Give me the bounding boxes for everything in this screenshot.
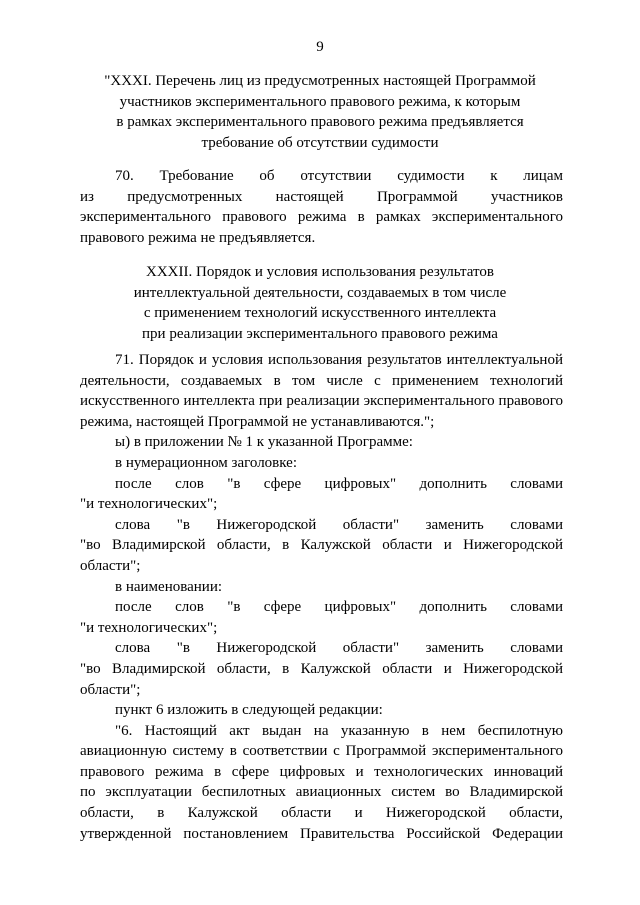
text-line: области, в Калужской области и Нижегородской области,: [80, 805, 563, 822]
text-line: пункт 6 изложить в следующей редакции:: [115, 702, 383, 719]
text-line: в наименовании:: [115, 578, 223, 595]
text-line: области";: [80, 681, 141, 698]
section-heading-xxxi: [74, 71, 566, 153]
main-body-text: [80, 350, 563, 844]
text-line: правового режима в сфере цифровых и технологических инноваций: [80, 763, 563, 780]
heading-line: XXXII. Порядок и условия использования результатов: [146, 264, 494, 280]
page-number: 9: [316, 39, 324, 55]
heading-line: интеллектуальной деятельности, создаваемых в том числе: [133, 284, 507, 301]
text-line: после слов "в сфере цифровых" дополнить словами: [115, 475, 563, 492]
heading-line: участников экспериментального правового режима, к которым: [119, 93, 521, 110]
text-line: экспериментального правового режима в рамках экспериментального: [80, 209, 563, 226]
text-line: по эксплуатации беспилотных авиационных систем во Владимирской: [80, 784, 563, 801]
text-line: слова "в Нижегородской области" заменить словами: [115, 516, 563, 533]
text-line: после слов "в сфере цифровых" дополнить словами: [115, 599, 563, 616]
paragraph-70: [80, 166, 563, 248]
text-line: ы) в приложении № 1 к указанной Программе:: [115, 434, 413, 451]
text-line: "и технологических";: [80, 496, 218, 513]
text-line: утвержденной постановлением Правительства Российской Федерации: [80, 825, 563, 842]
text-line: в нумерационном заголовке:: [115, 454, 298, 471]
text-line: "во Владимирской области, в Калужской области и Нижегородской: [80, 537, 563, 554]
text-line: из предусмотренных настоящей Программой участников: [80, 188, 563, 205]
heading-line: с применением технологий искусственного интеллекта: [143, 305, 497, 321]
text-line: слова "в Нижегородской области" заменить словами: [115, 640, 563, 657]
section-heading-xxxii: [74, 262, 566, 344]
text-line: 70. Требование об отсутствии судимости к лицам: [115, 168, 563, 184]
text-line: "и технологических";: [80, 619, 218, 636]
heading-line: "XXXI. Перечень лиц из предусмотренных настоящей Программой: [104, 73, 536, 89]
text-line: искусственного интеллекта при реализации экспериментального правового: [80, 393, 563, 410]
text-line: деятельности, создаваемых в том числе с применением технологий: [80, 372, 563, 389]
heading-line: при реализации экспериментального правового режима: [142, 325, 498, 342]
text-line: 71. Порядок и условия использования результатов интеллектуальной: [115, 352, 563, 368]
text-line: авиационную систему в соответствии с Программой экспериментального: [80, 743, 563, 760]
heading-line: в рамках экспериментального правового режима предъявляется: [116, 114, 524, 130]
text-line: области";: [80, 557, 141, 574]
text-line: "6. Настоящий акт выдан на указанную в нем беспилотную: [115, 722, 563, 739]
text-line: режима, настоящей Программой не устанавливаются.";: [80, 413, 435, 430]
heading-line: требование об отсутствии судимости: [201, 134, 439, 151]
text-line: "во Владимирской области, в Калужской области и Нижегородской: [80, 660, 563, 677]
text-line: правового режима не предъявляется.: [80, 229, 316, 246]
